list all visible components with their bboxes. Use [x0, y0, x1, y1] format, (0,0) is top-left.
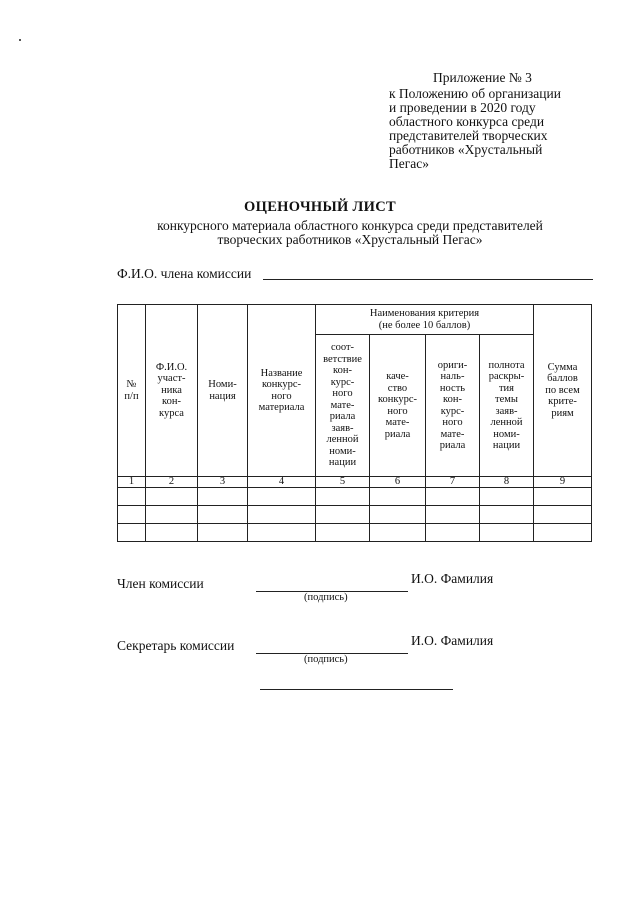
- header-text-line: заяв-: [331, 422, 354, 434]
- header-cell-total: [534, 305, 592, 477]
- header-text-line: п/п: [124, 390, 139, 402]
- header-cell-participant: [146, 305, 198, 477]
- table-cell[interactable]: [118, 506, 146, 524]
- header-text-line: тия: [498, 382, 515, 394]
- header-text-line: конкурс-: [261, 379, 302, 390]
- appendix-line: к Положению об организации: [389, 86, 561, 101]
- table-cell[interactable]: [118, 488, 146, 506]
- table-cell[interactable]: [316, 524, 370, 542]
- header-text-line: ного: [271, 390, 292, 402]
- table-cell[interactable]: [118, 524, 146, 542]
- table-cell[interactable]: [198, 524, 248, 542]
- table-cell[interactable]: [534, 488, 592, 506]
- header-text-line: наль-: [440, 371, 465, 382]
- column-number: 8: [480, 477, 534, 488]
- appendix-line: Пегас»: [389, 156, 430, 171]
- table-cell[interactable]: [534, 524, 592, 542]
- header-text-line: ство: [387, 382, 408, 394]
- header-criteria-group: [316, 305, 534, 335]
- column-number: 5: [316, 477, 370, 488]
- table-cell[interactable]: [316, 506, 370, 524]
- header-cell-number: [118, 305, 146, 477]
- column-number: 3: [198, 477, 248, 488]
- member-name-label: Ф.И.О. члена комиссии: [117, 266, 252, 281]
- column-number: 4: [248, 477, 316, 488]
- appendix-reference: [389, 87, 604, 171]
- evaluation-table: [117, 304, 592, 542]
- column-number: 6: [370, 477, 426, 488]
- header-text-line: конкурс-: [377, 394, 418, 405]
- header-text-line: риала: [439, 440, 466, 451]
- member-name-field[interactable]: [263, 279, 593, 280]
- column-number: 2: [146, 477, 198, 488]
- table-row: [118, 506, 592, 524]
- table-cell[interactable]: [480, 524, 534, 542]
- header-cell-criterion-originality: [426, 335, 480, 477]
- table-cell[interactable]: [198, 488, 248, 506]
- subtitle-line: конкурсного материала областного конкурса среди представителей: [157, 218, 543, 233]
- header-text-line: крите-: [548, 396, 577, 408]
- header-cell-criterion-completeness: [480, 335, 534, 477]
- header-text-line: Сумма: [547, 361, 578, 373]
- header-text-line: риала: [384, 428, 411, 440]
- table-cell[interactable]: [370, 524, 426, 542]
- column-number: 7: [426, 477, 480, 488]
- blank-rows: [118, 488, 592, 542]
- header-text-line: мате-: [385, 417, 410, 428]
- table-cell[interactable]: [198, 506, 248, 524]
- appendix-line: работников «Хрустальный: [389, 142, 543, 157]
- header-cell-nomination: [198, 305, 248, 477]
- subtitle-line: творческих работников «Хрустальный Пегас»: [217, 231, 483, 247]
- table-cell[interactable]: [480, 488, 534, 506]
- header-text-line: темы: [495, 394, 518, 405]
- header-text-line: номи-: [329, 445, 356, 457]
- table-cell[interactable]: [480, 506, 534, 524]
- header-text-line: заяв-: [495, 405, 518, 417]
- document-title: ОЦЕНОЧНЫЙ ЛИСТ: [244, 199, 396, 215]
- member-signature-label: Член комиссии: [117, 576, 204, 591]
- header-text-line: Ф.И.О.: [155, 361, 188, 373]
- table-cell[interactable]: [426, 524, 480, 542]
- header-text-line: участ-: [157, 373, 186, 385]
- header-text-line: по всем: [545, 384, 580, 396]
- header-text-line: мате-: [440, 428, 465, 440]
- table-cell[interactable]: [370, 506, 426, 524]
- header-text-line: кон-: [443, 394, 462, 405]
- header-text-line: Название: [260, 367, 303, 379]
- appendix-line: областного конкурса среди: [389, 114, 545, 129]
- header-text-line: №: [126, 379, 137, 390]
- signature-caption: (подпись): [304, 654, 348, 665]
- table-cell[interactable]: [426, 506, 480, 524]
- appendix-line: и проведении в 2020 году: [389, 100, 536, 115]
- header-text-line: ного: [442, 417, 463, 428]
- header-text-line: ленной: [326, 434, 359, 446]
- header-text-line: мате-: [330, 399, 355, 411]
- table-cell[interactable]: [146, 488, 198, 506]
- column-number: 1: [118, 477, 146, 488]
- header-text-line: кон-: [333, 365, 352, 377]
- column-number: 9: [534, 477, 592, 488]
- header-text-line: соот-: [330, 342, 355, 354]
- table-cell[interactable]: [248, 506, 316, 524]
- table-cell[interactable]: [146, 524, 198, 542]
- table-row: [118, 524, 592, 542]
- header-text-line: баллов: [547, 373, 578, 385]
- column-number-row: [118, 477, 592, 488]
- header-cell-criterion-compliance: [316, 335, 370, 477]
- table-cell[interactable]: [248, 524, 316, 542]
- header-text-line: раскры-: [488, 371, 525, 382]
- header-text-line: риям: [551, 407, 574, 419]
- header-text-line: нации: [492, 440, 521, 451]
- appendix-line: представителей творческих: [389, 128, 548, 143]
- header-text-line: нации: [328, 457, 357, 469]
- header-cell-criterion-quality: [370, 335, 426, 477]
- table-cell[interactable]: [370, 488, 426, 506]
- header-text-line: риала: [329, 411, 356, 423]
- header-text-line: каче-: [386, 371, 409, 382]
- member-signature-name: И.О. Фамилия: [411, 571, 494, 586]
- header-text-line: ника: [161, 384, 182, 396]
- scan-speck: [19, 39, 21, 41]
- table-cell[interactable]: [426, 488, 480, 506]
- header-text-line: ленной: [490, 417, 523, 428]
- table-row: [118, 488, 592, 506]
- header-text-line: курс-: [330, 376, 355, 388]
- footer-separator: [260, 689, 453, 690]
- header-cell-material-title: [248, 305, 316, 477]
- secretary-signature-name: И.О. Фамилия: [411, 633, 494, 648]
- header-text-line: ного: [332, 388, 353, 400]
- header-text-line: Номи-: [208, 379, 237, 390]
- header-text-line: ветствие: [323, 353, 362, 365]
- header-text-line: материала: [258, 402, 305, 413]
- signature-caption: (подпись): [304, 592, 348, 603]
- header-text-line: номи-: [493, 428, 520, 440]
- table-cell[interactable]: [146, 506, 198, 524]
- table-cell[interactable]: [316, 488, 370, 506]
- header-text-line: ность: [439, 382, 466, 394]
- header-text-line: кон-: [162, 396, 181, 408]
- header-text-line: нация: [209, 390, 236, 402]
- header-text-line: полнота: [488, 359, 525, 371]
- header-text-line: курс-: [440, 405, 465, 417]
- table-cell[interactable]: [534, 506, 592, 524]
- document-subtitle: [120, 219, 580, 246]
- header-text-line: ориги-: [437, 359, 468, 371]
- group-header-line: (не более 10 баллов): [378, 319, 471, 331]
- header-text-line: ного: [387, 405, 408, 417]
- table-cell[interactable]: [248, 488, 316, 506]
- header-text-line: курса: [159, 407, 184, 419]
- group-header-line: Наименования критерия: [369, 308, 480, 319]
- secretary-signature-label: Секретарь комиссии: [117, 638, 235, 653]
- appendix-title: Приложение № 3: [433, 70, 532, 85]
